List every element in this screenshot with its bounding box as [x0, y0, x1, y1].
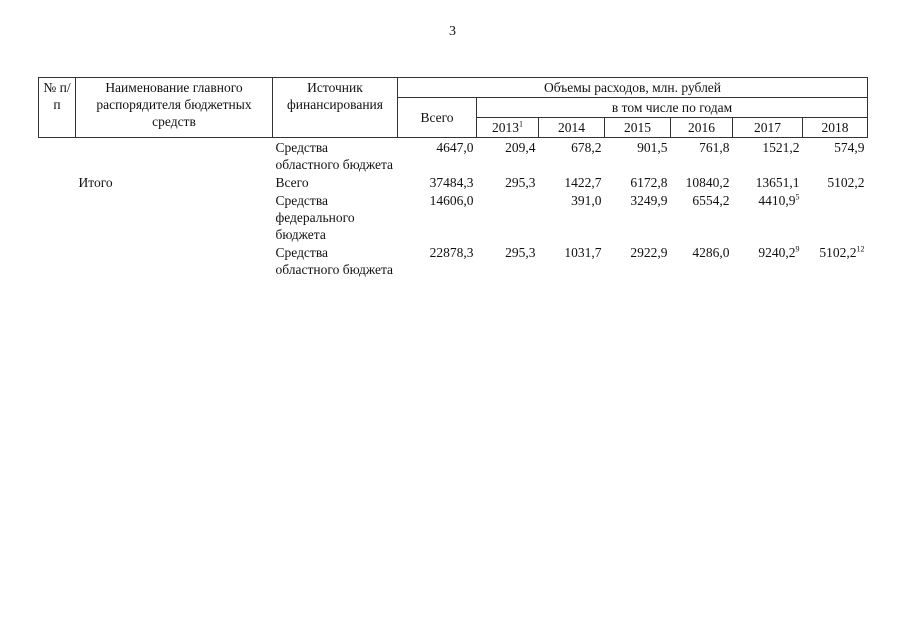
header-year: 2018 — [803, 118, 868, 138]
header-name: Наименование главного распорядителя бюджетных средств — [76, 78, 273, 138]
header-total: Всего — [398, 98, 477, 138]
row-total: 4647,0 — [436, 140, 474, 155]
header-by-year: в том числе по годам — [477, 98, 868, 118]
row-value: 5102,2$^{12}$ — [819, 244, 865, 260]
row-total: 22878,3 — [429, 245, 474, 260]
header-number: № п/п — [39, 78, 76, 138]
header-year: 2013$^1$ — [477, 118, 539, 138]
row-value: 209,4 — [505, 140, 536, 155]
row-value: 574,9 — [834, 140, 865, 155]
row-number — [39, 243, 76, 278]
row-value — [477, 191, 539, 243]
row-value: 2922,9 — [630, 245, 668, 260]
header-year: 2014 — [539, 118, 605, 138]
table-row — [39, 243, 868, 278]
table-row — [39, 191, 868, 243]
row-value: 6172,8 — [630, 175, 668, 190]
row-value: 1422,7 — [564, 175, 602, 190]
row-value: 9240,2$^9$ — [758, 244, 800, 260]
row-value: 5102,2 — [827, 175, 865, 190]
row-value: 1031,7 — [564, 245, 602, 260]
page-number: 3 — [449, 24, 456, 39]
row-total: 37484,3 — [429, 175, 474, 190]
row-value: 10840,2 — [685, 175, 730, 190]
row-name — [76, 191, 273, 243]
budget-table — [38, 77, 868, 278]
row-value: 4410,9$^5$ — [758, 192, 800, 208]
row-value: 13651,1 — [755, 175, 800, 190]
row-source: Средства федерального бюджета — [275, 193, 355, 242]
row-name: Итого — [78, 175, 113, 190]
header-year: 2015 — [605, 118, 671, 138]
row-value: 901,5 — [637, 140, 668, 155]
header-source: Источник финансирования — [273, 78, 398, 138]
row-number — [39, 191, 76, 243]
header-year: 2016 — [671, 118, 733, 138]
row-value: 6554,2 — [692, 193, 730, 208]
row-number — [39, 138, 76, 174]
row-value: 295,3 — [505, 175, 536, 190]
row-value: 295,3 — [505, 245, 536, 260]
row-value: 4286,0 — [692, 245, 730, 260]
row-total: 14606,0 — [429, 193, 474, 208]
row-name — [76, 243, 273, 278]
row-source: Средства областного бюджета — [275, 140, 394, 172]
row-number — [39, 173, 76, 191]
table-row — [39, 138, 868, 174]
table-row — [39, 173, 868, 191]
row-value: 391,0 — [571, 193, 602, 208]
row-value: 678,2 — [571, 140, 602, 155]
row-source: Всего — [275, 175, 309, 190]
header-volume: Объемы расходов, млн. рублей — [398, 78, 868, 98]
row-name — [76, 138, 273, 174]
header-year: 2017 — [733, 118, 803, 138]
row-source: Средства областного бюджета — [275, 245, 394, 277]
row-value: 1521,2 — [762, 140, 800, 155]
row-value: 761,8 — [699, 140, 730, 155]
row-value: 3249,9 — [630, 193, 668, 208]
row-value — [803, 191, 868, 243]
